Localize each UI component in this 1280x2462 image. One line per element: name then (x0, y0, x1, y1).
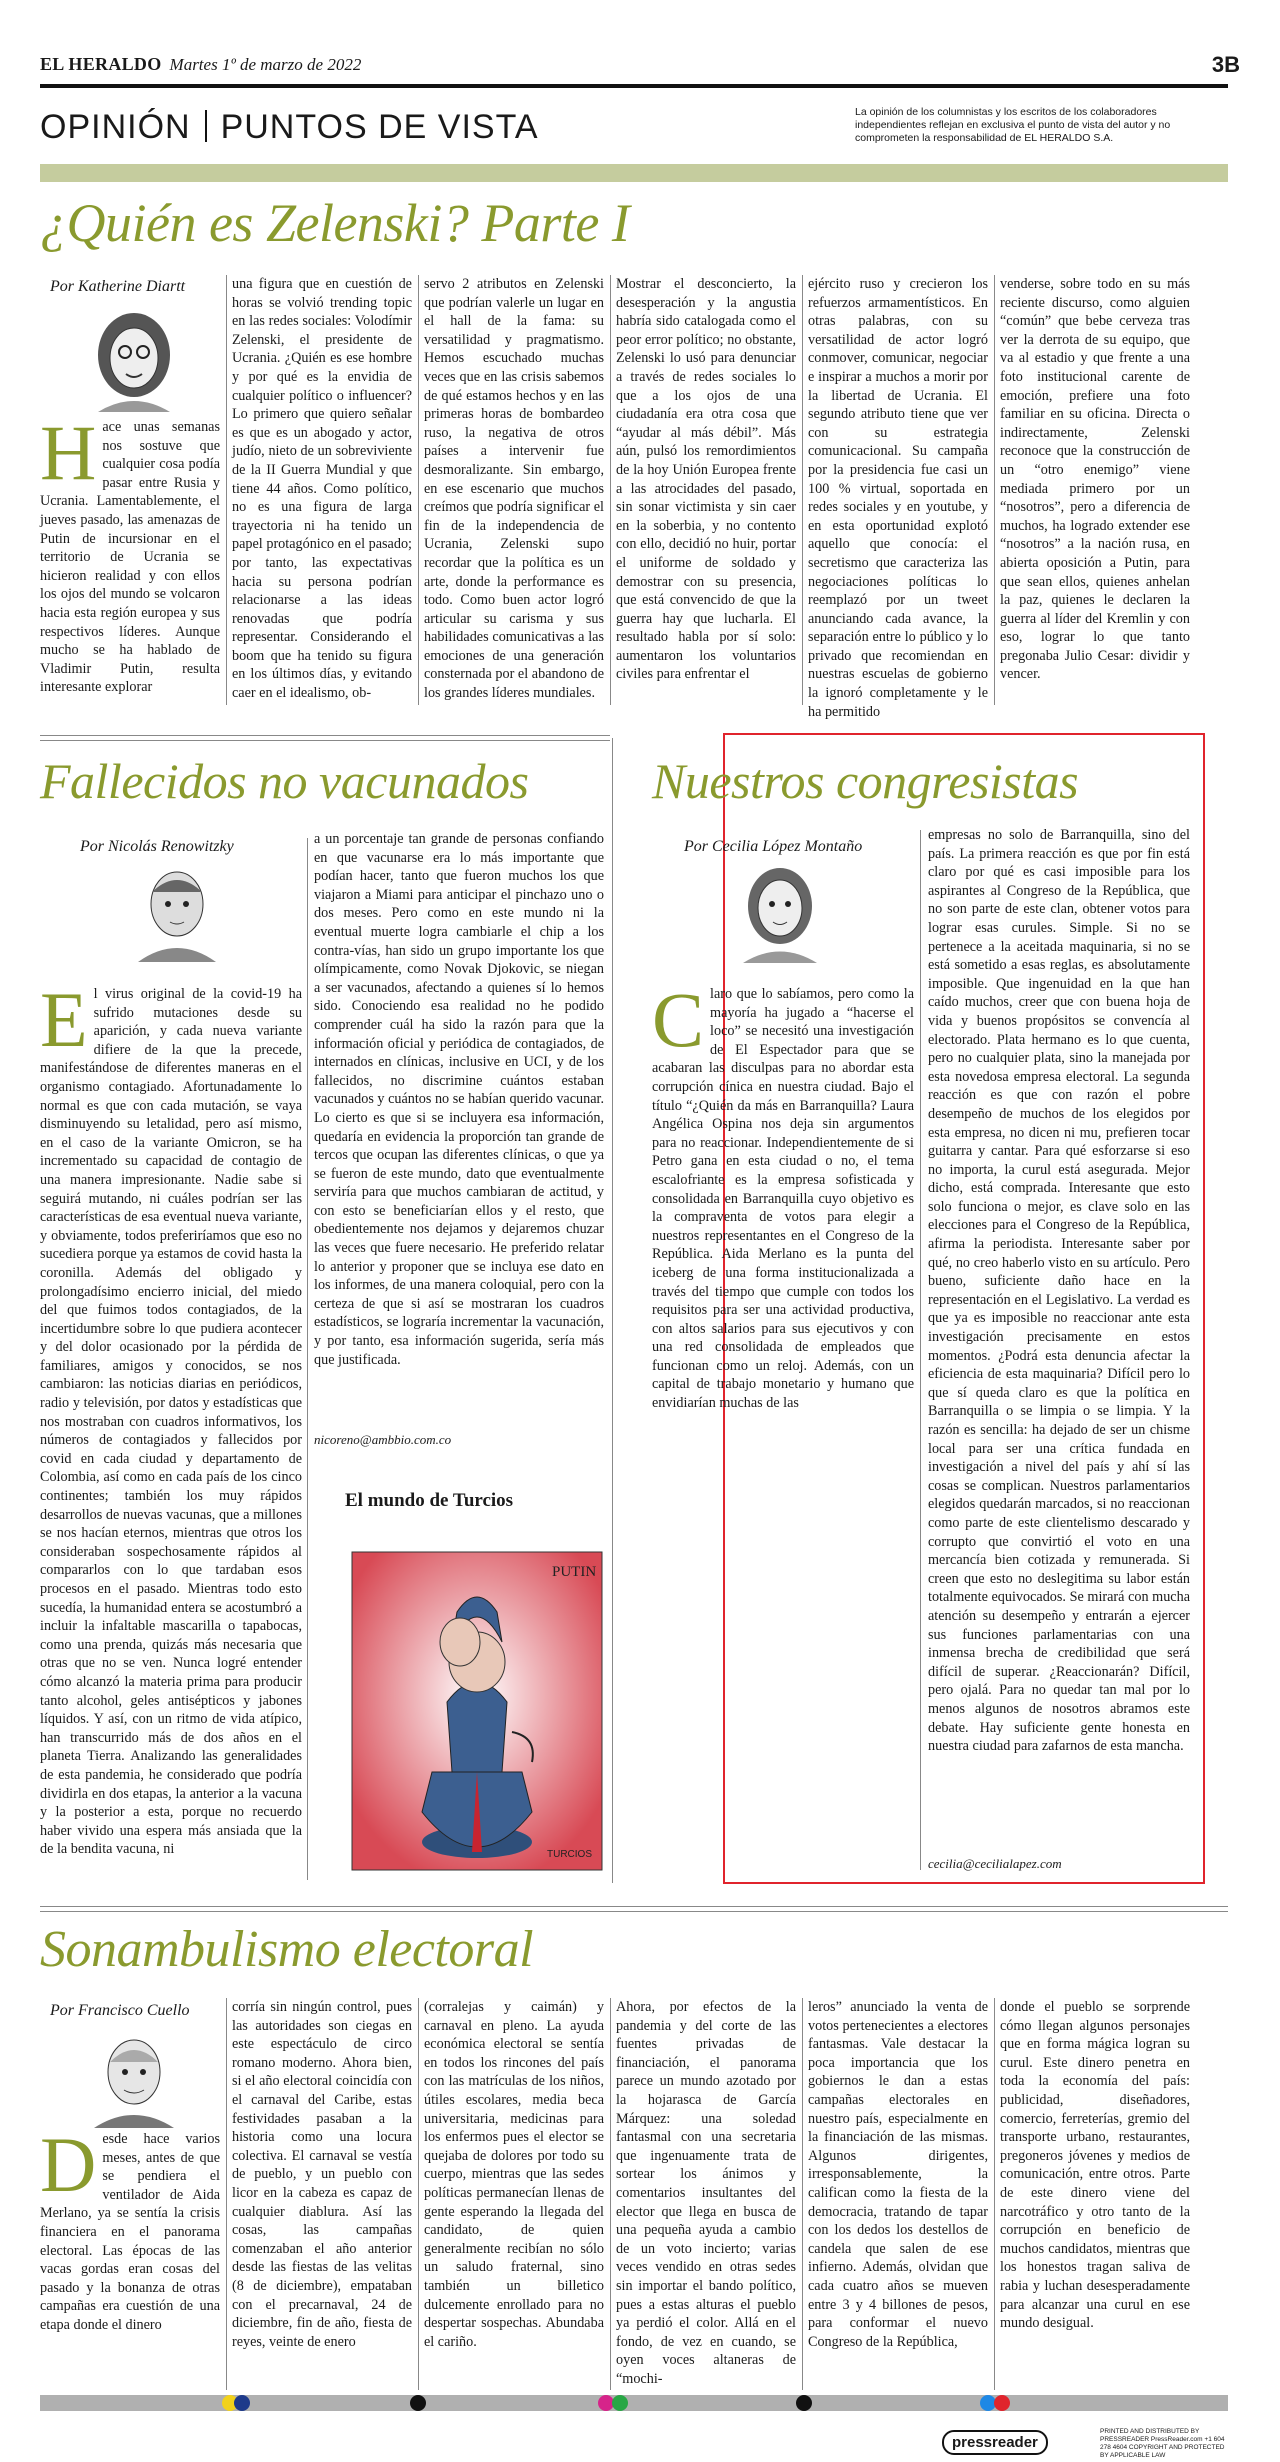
page-number: 3B (1211, 52, 1240, 77)
article2-col1: E l virus original de la covid-19 ha sufrido mutaciones desde su aparición, y cada nueva variante difiere de la que la precede, manifestándose de diferentes maneras en el organismo contagiado. Afortunadamente lo normal es que con cada mutación, se vaya disminuyendo su letalidad, pero así mismo, en el caso de la variante Omicron, se ha incrementado su capacidad de contagio de una manera impresionante. Nadie sabe si seguirá mutando, ni cuáles podrían ser las características de esa eventual nueva variante, y obviamente, todos preferiríamos que eso no sucediera porque ya estamos de covid hasta la coronilla. Además del obligado y prolongadísimo encierro inicial, del miedo del que fuimos todos contagiados, de la incertidumbre sobre lo que pudiera acontecer y del dolor ocasionado por la pérdida de familiares, amigos y conocidos, se nos cambiaron: las noticias diarias en periódicos, radio y televisión, por datos y estadísticas que nos mostraban con cuadros informativos, los números de contagiados y fallecidos por covid en cada ciudad y departamento de Colombia, así como en cada país de los cinco continentes; también los muy rápidos desarrollos de nuevas vacunas, que a millones se nos hacían eternos, mientras que otros los consideraban sospechosamente rápidos al compararlos con lo que tardaban esos procesos en el pasado. Mientras todo esto sucedía, la humanidad entera se acostumbró a incluir la infaltable mascarilla o tapabocas, como una prenda, quizás más necesaria que otras que no se ven. Nunca logré entender cómo alcanzó la materia prima para producir tanto alcohol, geles antisépticos y jabones líquidos. Y así, con un ritmo de vida atípico, han transcurrido más de dos años en el planeta Tierra. Analizando las generalidades de esta pandemia, he considerado que podría dividirla en dos etapas, la anterior a la vacuna y la posterior a esta, porque no recuerdo haber vivido una espera más ansiada que la de la bendita vacuna, ni (40, 976, 302, 1858)
article4-col5: leros” anunciado la venta de votos pertenecientes a electores fantasmas. Vale destacar la poca importancia que los gobiernos le dan a estas campañas electorales en nuestro país, especialmente en la financiación de las mismas. Algunos dirigentes, irresponsablemente, la califican como la fiesta de la democracia, tratando de tapar con los dedos los destellos de candela que salen de ese infierno. Además, olvidan que cada cuatro años se mueven entre 3 y 4 billones de pesos, para conformar el nuevo Congreso de la República, (808, 1999, 988, 2350)
article4-col2: corría sin ningún control, pues las autoridades son ciegas en este espectáculo de circo romano moderno. Ahora bien, si el año electoral coincidía con el carnaval del Caribe, estas festividades pasaban a la historia como una locura colectiva. El carnaval se vestía de pueblo, y un pueblo con licor en la cabeza es capaz de cualquier diablura. Así las cosas, las campañas comenzaban el año anterior desde las fiestas de las velitas (8 de diciembre), empataban con el precarnaval, 24 de diciembre, fin de año, fiesta de reyes, veinte de enero (232, 1999, 412, 2350)
issue-date: Martes 1º de marzo de 2022 (169, 55, 362, 74)
article2-byline: Por Nicolás Renowitzky (80, 838, 234, 855)
registration-bar (40, 2395, 1228, 2411)
article3-col2: empresas no solo de Barranquilla, sino del país. La primera reacción es que por fin está claro por qué es casi imposible para los aspirantes al Congreso de la República, que no son parte de este clan, obtener votos para lograr esas curules. Simple. Si no se pertenece a la aceitada maquinaria, si no se está sometido a esas reglas, es absolutamente imposible. Que ingenuidad en la que han caído muchos, creer que con buena hoja de vida y buenos propósitos se convencía al electorado. Plata hermano es lo que cuenta, pero no cualquier plata, sino la manejada por esta novedosa empresa electoral. La segunda reacción es que con razón el pobre desempeño de muchos de los elegidos por esta empresa, no dicen ni mu, prefieren tocar guitarra y cantar. Para qué esforzarse si eso no importa, la curul está asegurada. Mejor dicho, está comprada. Interesante que esto solo funciona o mejor, es clave solo en las elecciones para el Congreso de la República, afirma la periodista. Interesante saber por qué, no creo haberlo visto en su artículo. Pero bueno, suficiente daño hace en la representación en el Legislativo. La verdad es que ya es imposible no reaccionar ante esta investigación precisamente en estos momentos. ¿Podrá esta denuncia afectar la eficiencia de esta maquinaria? Difícil pero lo que sí queda claro es que la política en Barranquilla o se limpia o se limpia. Y la razón es sencilla: ha dejado de ser un chisme local para ser una crítica fundada en investigación a nivel del país y ahí sí las cosas se complican. Nuestros parlamentarios elegidos quedarán marcados, si no reaccionan como parte de este clientelismo descarado y corrupto que convirtió el voto en una mercancía bien cotizada y remunerada. Si creen que esto no deslegitima su labor están totalmente equivocados. Se mirará con mucha atención su desempeño y entrarán a ejercer sus funciones parlamentarias con una inmensa brecha de credibilidad que será difícil de superar. ¿Reaccionarán? Difícil, pero ojalá. Para no quedar tan mal por lo menos algunos de nosotros abramos este debate. Hay suficiente gente honesta en nuestra ciudad para zafarnos de esta mancha. (928, 827, 1190, 1755)
masthead (40, 54, 361, 75)
article4-byline: Por Francisco Cuello (50, 2002, 190, 2019)
article3-col1: C laro que lo sabíamos, pero como la mayoría ha jugado a “hacerse el loco” se necesitó una investigación de El Espectador para que se acabaran las disculpas para no abordar esta corrupción cínica en nuestra ciudad. Bajo el título “¿Quién da más en Barranquilla? Laura Angélica Ospina nos deja sin argumentos para no reaccionar. Independientemente de si Petro gana en esta ciudad o no, el tema escalofriante es la empresa sofisticada y consolidada en Barranquilla cuyo objetivo es la compraventa de votos para elegir a nuestros representantes en el Congreso de la República. Aida Merlano es la punta del iceberg de una forma institucionalizada a través del tiempo que cumple con todos los requisitos para ser una actividad productiva, con altos salarios para sus ejecutivos y con una red consolidada de empleados que funcionan como un reloj. Además, con un capital de trabajo monetario y humano que envidiarían muchas de las (652, 976, 914, 1412)
cartoon-signature: TURCIOS (547, 1849, 592, 1860)
section-rule (40, 735, 610, 736)
col-divider (920, 830, 921, 1870)
article1-col4: Mostrar el desconcierto, la desesperación y la angustia habría sido catalogada como el peor error político; no obstante, Zelenski lo usó para denunciar a través de redes sociales lo que a los ojos de una ciudadanía era otra cosa que “ayudar al más débil”. Más aún, pulsó los remordimientos de la hoy Unión Europea frente a las atrocidades del pasado, sin sonar victimista y sin caer en la soberbia, y no contento con ello, decidió no huir, portar el uniforme de soldado y demostrar con su presencia, que está convencido de que la guerra hay que lucharla. El resultado habla por sí solo: aumentaron los voluntarios civiles para enfrentar el (616, 276, 796, 683)
cartoon-label: PUTIN (552, 1564, 597, 1580)
author-portrait-icon (84, 300, 184, 412)
cartoon-title: El mundo de Turcios (345, 1490, 514, 1511)
paper-name: EL HERALDO (40, 54, 162, 74)
article3-byline: Por Cecilia López Montaño (684, 838, 863, 855)
registration-dot (612, 2395, 628, 2411)
registration-dot (234, 2395, 250, 2411)
top-rule (40, 84, 1228, 88)
article1-dropcap: H (40, 409, 97, 496)
section-rule (40, 1911, 1228, 1912)
article1-col5: ejército ruso y crecieron los refuerzos armamentísticos. En otras palabras, con su versatilidad de actor logró conmover, comunicar, negociar e inspirar a muchos a morir por la libertad de Ucrania. El segundo atributo tiene que ver con su estrategia comunicacional. Su campaña por la presidencia fue casi un 100 % virtual, soportada en redes sociales y en youtube, y en esta oportunidad explotó aquello que conocía: el secretismo que caracteriza las negociaciones políticas lo reemplazó por un tweet anunciando cada avance, la separación entre lo público y lo privado que recomiendan en nuestras escuelas de gobierno la ignoró completamente y le ha permitido (808, 276, 988, 720)
author-portrait-icon (132, 862, 222, 962)
article1-col2: una figura que en cuestión de horas se volvió trending topic en las redes sociales: Volodímir Zelenski, el presidente de Ucrania. ¿Quién es ese hombre y por qué es la envidia de cualquier político o influencer? Lo primero que quiero señalar es que es un abogado y actor, judío, nieto de un sobreviviente de la II Guerra Mundial y que tiene 44 años. Como político, no es una figura de larga trayectoria ni ha tenido un papel protagónico en el pasado; por tanto, las expectativas hacia su persona podrían relacionarse a las ideas renovadas que podría representar. Considerando el boom que ha tenido su figura en los últimos días, y evitando caer en el idealismo, ob- (232, 276, 412, 702)
article1-col3: servo 2 atributos en Zelenski que podrían valerle un lugar en el hall de la fama: su versatilidad y pragmatismo. Hemos escuchado muchas veces que en las crisis sabemos de qué estamos hechos y en las primeras horas de bombardeo ruso, la negativa de otros países a intervenir fue desmoralizante. Sin embargo, en ese escenario que muchos creímos que podría significar el fin de la independencia de Ucrania, Zelenski supo recordar que la política es un arte, donde la performance es todo. Como buen actor logró articular su carisma y sus habilidades comunicativas a las emociones de una generación consternada por el abandono de los grandes líderes mundiales. (424, 276, 604, 702)
col-divider (418, 1998, 419, 2390)
col-divider (307, 838, 308, 1880)
article4-col6: donde el pueblo se sorprende cómo llegan algunos personajes que en forma mágica logran su curul. Este dinero penetra en toda la economía del país: publicidad, diseñadores, comercio, ferreterías, gremio del transporte urbano, restaurantes, pregoneros jóvenes y medios de comunicación, entre otros. Parte de este dinero viene del narcotráfico y otro tanto de la corrupción en beneficio de muchos candidatos, mientras que los honestos tragan saliva de rabia y luchan desesperadamente para alcanzar una curul en ese mundo desigual. (1000, 1999, 1190, 2332)
section-rule (40, 740, 610, 741)
article4-col1: D esde hace varios meses, antes de que se pendiera el ventilador de Aida Merlano, ya se sentía la crisis financiera en el panorama electoral. Las épocas de las vacas gordas eran cosas del pasado y la bonanza de otras campañas era cuestión de una etapa donde el dinero (40, 2121, 220, 2333)
cartoon-image (352, 1552, 602, 1870)
article3-dropcap: C (652, 976, 705, 1063)
article1-byline: Por Katherine Diartt (50, 278, 186, 295)
section-right: PUNTOS DE VISTA (220, 108, 539, 146)
pressreader-note: PRINTED AND DISTRIBUTED BY PRESSREADER PressReader.com +1 604 278 4604 COPYRIGHT AND PROTECTED BY APPLICABLE LAW (1100, 2428, 1225, 2459)
article2-email: nicoreno@ambbio.com.co (314, 1432, 452, 1447)
author-portrait-icon (90, 2028, 178, 2128)
registration-dot (796, 2395, 812, 2411)
pressreader-logo[interactable]: pressreader (942, 2430, 1048, 2455)
section-rule (40, 1906, 1228, 1907)
section-divider (205, 110, 207, 142)
col-divider (802, 1998, 803, 2390)
registration-dot (410, 2395, 426, 2411)
article4-dropcap: D (40, 2121, 97, 2208)
article4-col3: (corralejas y caimán) y carnaval en pleno. La ayuda económica electoral se sentía en todos los rincones del país con las matrículas de los niños, útiles escolares, media beca universitaria, medicinas para los enfermos pues el elector se quejaba de dolores por todo su cuerpo, mientras que las sedes políticas permanecían llenas de gente esperando la llegada del candidato, de quien generalmente recibían no sólo un saludo fraternal, sino también un billetico dulcemente enrollado para no despertar sospechas. Abundaba el cariño. (424, 1999, 604, 2350)
article4-col4: Ahora, por efectos de la pandemia y del corte de las fuentes privadas de financiación, el panorama parece un mundo azotado por la hojarasca de García Márquez: una soledad fantasmal con una secretaria que ingenuamente trata de sortear los ánimos y comentarios insultantes del elector que llega en busca de una pequeña ayuda a cambio de un voto incierto; varias veces vendido en otras sedes sin importar el bando político, pues a estas alturas el pueblo ya perdió el color. Allá en el fondo, de vez en cuando, se oyen voces altaneras de “mochi- (616, 1999, 796, 2387)
article3-email: cecilia@cecilialapez.com (928, 1856, 1062, 1871)
col-divider (802, 275, 803, 705)
article4-title: Sonambulismo electoral (40, 1921, 534, 1978)
section-green-bar (40, 164, 1228, 182)
col-divider (610, 1998, 611, 2390)
col-divider (610, 275, 611, 705)
article3-title: Nuestros congresistas (652, 753, 1079, 809)
col-divider (226, 275, 227, 705)
article1-title: ¿Quién es Zelenski? Parte I (40, 193, 630, 253)
article1-col1: H ace unas semanas nos sostuve que cualquier cosa podía pasar entre Rusia y Ucrania. Lamentablemente, el jueves pasado, las amenazas de Putin de incursionar en el territorio de Ucrania se hicieron realidad y con ellos los ojos del mundo se volcaron hacia esta región europea y sus respectivos líderes. Aunque mucho se ha hablado de Vladimir Putin, resulta interesante explorar (40, 409, 220, 696)
section-header (40, 108, 539, 147)
col-divider (994, 275, 995, 705)
article-divider (612, 738, 613, 1883)
article2-col2: a un porcentaje tan grande de personas confiando en que vacunarse era lo más importante que podían hacer, tanto que fueron muchos los que viajaron a Miami para anticipar el pinchazo uno o dos meses. Pero como en este mundo ni la eventual muerte logra cambiarle el chip a los contra-vías, han sido un grupo importante los que olímpicamente, como Novak Djokovic, se niegan a ser vacunados, afectando a quienes sí lo hemos sido. Conociendo esa realidad no he podido comprender cuál ha sido la razón para que la información oficial y periódica de contagiados, de internados en clínicas, inclusive en UCI, y de los fallecidos, no discrimine cuántos estaban vacunados y cuántos no se habían querido vacunar. Lo cierto es que si se incluyera esa información, quedaría en evidencia la proporción tan grande de tercos que ocupan las diferentes clínicas, o que ya se fueron de este mundo, dato que eventualmente serviría para que muchos cambiaran de actitud, y con esto se beneficiarían ellos y el resto, que obedientemente nos dejamos y dejaremos chuzar las veces que fuere necesario. He preferido relatar lo anterior y proponer que se incluya ese dato en los informes, de una manera coloquial, pero con la certeza de que si así se mostraran los cuadros estadísticos, se lograría incrementar la vacunación, y por tanto, esa información sugerida, sería más que justificada. (314, 831, 604, 1368)
section-left: OPINIÓN (40, 108, 191, 146)
article2-dropcap: E (40, 976, 88, 1063)
author-portrait-icon (735, 858, 825, 963)
disclaimer: La opinión de los columnistas y los escritos de los colaboradores independientes reflejan en exclusiva el punto de vista del autor y no comprometen la responsabilidad de EL HERALDO S.A. (855, 106, 1171, 144)
article2-title: Fallecidos no vacunados (40, 753, 529, 809)
col-divider (994, 1998, 995, 2390)
col-divider (418, 275, 419, 705)
registration-dot (994, 2395, 1010, 2411)
col-divider (226, 1998, 227, 2390)
article1-col6: venderse, sobre todo en su más reciente discurso, como alguien “común” que bebe cerveza tras ver la derrota de su equipo, que va al estadio y que frente a una foto institucional carente de emoción, prefiere una foto familiar en su oficina. Directa o indirectamente, Zelenski reconoce que la construcción de un “otro enemigo” viene mediada primero por un “nosotros”, pero a diferencia de muchos, ha logrado extender ese “nosotros” a la nación rusa, en abierta oposición a Putin, para que sean ellos, quienes anhelan la paz, quienes le declaren la guerra al líder del Kremlin y con eso, lograr lo que tanto pregonaba Julio Cesar: dividir y vencer. (1000, 276, 1190, 683)
